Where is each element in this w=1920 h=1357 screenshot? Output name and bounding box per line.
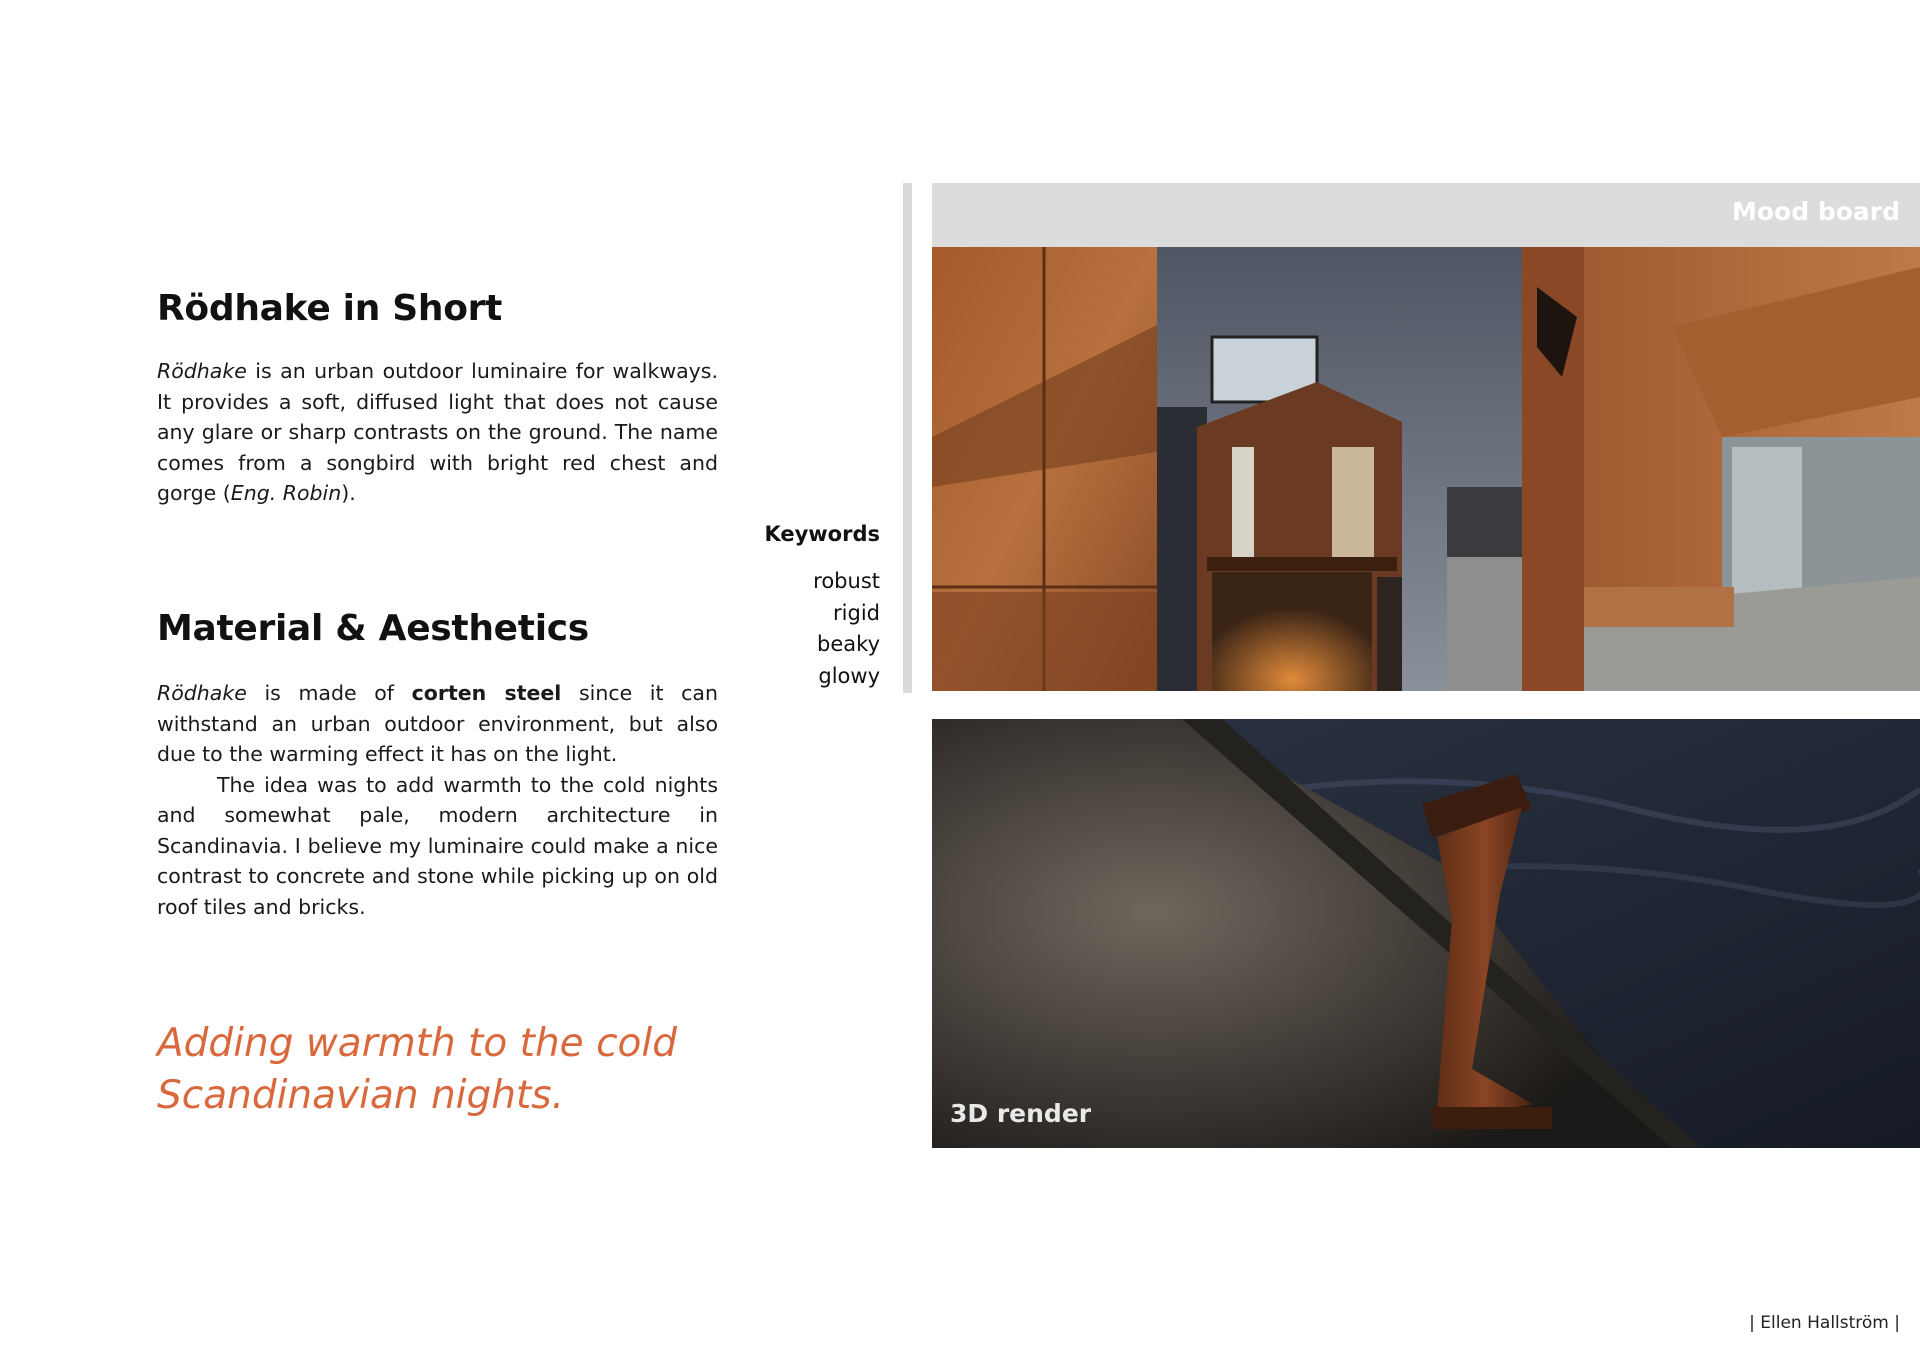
section-heading-short: Rödhake in Short xyxy=(157,288,503,329)
moodboard-photo-building xyxy=(1522,247,1920,691)
divider-bar xyxy=(903,183,912,693)
keywords-list xyxy=(813,566,880,692)
intro-paragraph xyxy=(157,356,718,509)
author-footer: | Ellen Hallström | xyxy=(1749,1313,1900,1333)
intro-text: is an urban outdoor luminaire for walkways. It provides a soft, diffused light that does not cause any glare or sharp contrasts on the ground. The name comes from a songbird with bright red chest and gorge ( xyxy=(157,359,718,505)
moodboard-header xyxy=(932,183,1920,247)
material-paragraph xyxy=(157,678,718,922)
moodboard-photo-wall xyxy=(932,247,1157,691)
keywords-title: Keywords xyxy=(764,522,880,546)
keyword-item: rigid xyxy=(833,600,880,625)
material-text-b: since it can withstand an urban outdoor environment, but also due to the warming effect it has on the light. xyxy=(157,681,718,766)
tagline-quote xyxy=(157,1018,677,1122)
keyword-item: glowy xyxy=(818,663,880,688)
intro-end: ). xyxy=(341,481,356,505)
keyword-item: robust xyxy=(813,569,880,593)
moodboard-photo-house xyxy=(1157,247,1522,691)
keyword-item: beaky xyxy=(817,632,880,656)
material-highlight: corten steel xyxy=(411,681,562,705)
product-name: Rödhake xyxy=(157,681,247,705)
render-image xyxy=(932,719,1920,1148)
product-name: Rödhake xyxy=(157,359,247,383)
moodboard-label: Mood board xyxy=(1732,197,1900,226)
tagline-line-2: Scandinavian nights. xyxy=(157,1073,564,1118)
idea-text: The idea was to add warmth to the cold nights and somewhat pale, modern architecture in Scandinavia. I believe my luminaire could make a nice contrast to concrete and stone while picking up on old roof tiles and bricks. xyxy=(157,772,718,919)
material-text-a: is made of xyxy=(246,681,412,705)
render-label: 3D render xyxy=(950,1099,1092,1128)
tagline-line-1: Adding warmth to the cold xyxy=(157,1021,677,1066)
section-heading-material: Material & Aesthetics xyxy=(157,608,589,649)
english-name: Eng. Robin xyxy=(230,481,342,505)
